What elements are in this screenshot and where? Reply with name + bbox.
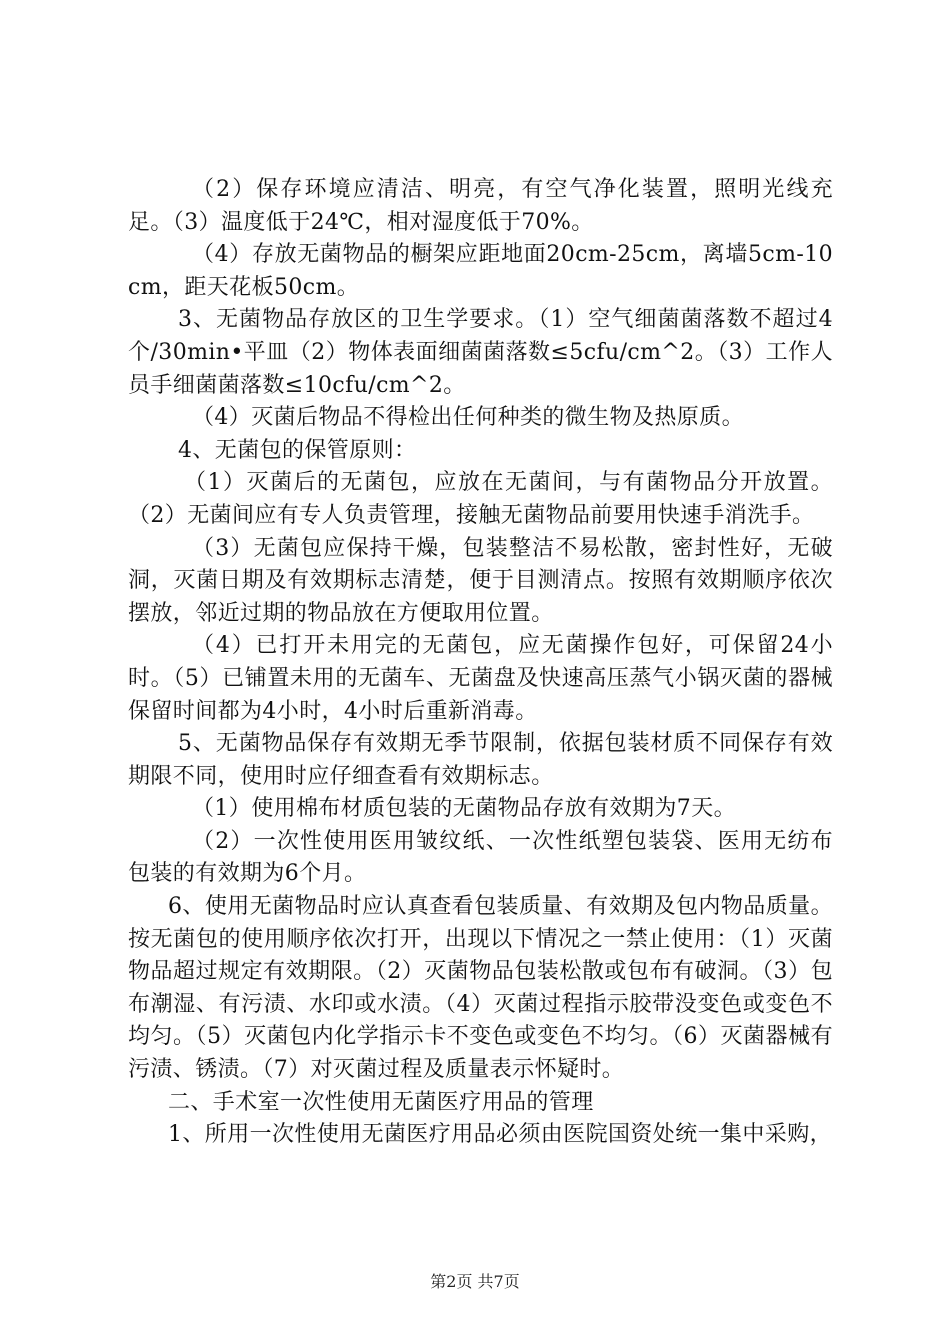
paragraph-keep-dry: （3）无菌包应保持干燥，包装整洁不易松散，密封性好，无破洞，灭菌日期及有效期标志清楚，便于目测清点。按照有效期顺序依次摆放，邻近过期的物品放在方便取用位置。 xyxy=(128,535,833,626)
paragraph-sterile-pack-principles-heading: 4、无菌包的保管原则： xyxy=(178,437,417,463)
paragraph-no-microorganisms: （4）灭菌后物品不得检出任何种类的微生物及热原质。 xyxy=(192,405,744,431)
paragraph-hygiene-requirements: 3、无菌物品存放区的卫生学要求。（1）空气细菌菌落数不超过4个/30min•平皿（2）物体表面细菌菌落数≤5cfu/cm^2。（3）工作人员手细菌菌落数≤10cfu/cm^2。 xyxy=(128,307,833,398)
paragraph-central-procurement: 1、所用一次性使用无菌医疗用品必须由医院国资处统一集中采购， xyxy=(168,1122,832,1148)
paragraph-cotton-wrap: （1）使用棉布材质包装的无菌物品存放有效期为7天。 xyxy=(192,796,736,822)
paragraph-usage-checks: 6、使用无菌物品时应认真查看包装质量、有效期及包内物品质量。按无菌包的使用顺序依次打开，出现以下情况之一禁止使用：（1）灭菌物品超过规定有效期限。（2）灭菌物品包装松散或包布有破洞。（3）包布潮湿、有污渍、水印或水渍。（4）灭菌过程指示胶带没变色或变色不均匀。（5）灭菌包内化学指示卡不变色或变色不均匀。（6）灭菌器械有污渍、锈渍。（7）对灭菌过程及质量表示怀疑时。 xyxy=(128,894,833,1083)
document-body xyxy=(128,174,833,1152)
paragraph-validity-period: 5、无菌物品保存有效期无季节限制，依据包装材质不同保存有效期限不同，使用时应仔细查看有效期标志。 xyxy=(128,731,833,789)
paragraph-sterile-pack-placement: （1）灭菌后的无菌包，应放在无菌间，与有菌物品分开放置。（2）无菌间应有专人负责管理，接触无菌物品前要用快速手消洗手。 xyxy=(128,470,833,528)
page-footer: 第2页 共7页 xyxy=(430,1272,520,1291)
section-heading-disposable-items: 二、手术室一次性使用无菌医疗用品的管理 xyxy=(168,1089,594,1115)
paragraph-shelf-distance: （4）存放无菌物品的橱架应距地面20cm-25cm，离墙5cm-10cm，距天花板50cm。 xyxy=(128,242,833,300)
paragraph-disposable-wrap: （2）一次性使用医用皱纹纸、一次性纸塑包装袋、医用无纺布包装的有效期为6个月。 xyxy=(128,828,833,887)
paragraph-storage-environment: （2）保存环境应清洁、明亮，有空气净化装置，照明光线充足。（3）温度低于24℃，相对湿度低于70%。 xyxy=(128,177,833,235)
paragraph-opened-pack: （4）已打开未用完的无菌包，应无菌操作包好，可保留24小时。（5）已铺置未用的无菌车、无菌盘及快速高压蒸气小锅灭菌的器械保留时间都为4小时，4小时后重新消毒。 xyxy=(128,633,833,724)
